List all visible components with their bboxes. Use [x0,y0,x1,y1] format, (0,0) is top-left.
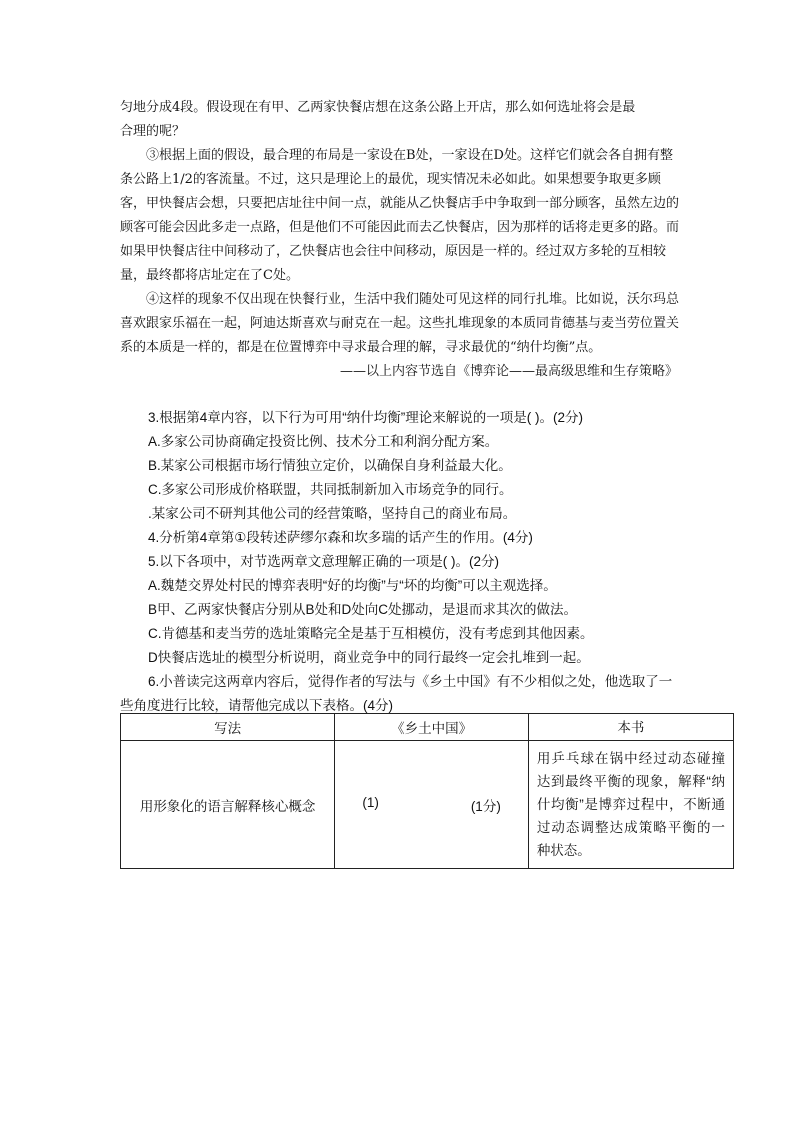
question-5-option-d: D快餐店选址的模型分析说明，商业竞争中的同行最终一定会扎堆到一起。 [148,650,590,665]
question-6: 6.小普读完这两章内容后，觉得作者的写法与《乡土中国》有不少相似之处，他选取了一些角度进行比较，请帮他完成以下表格。(4分) [120,674,673,713]
table-header-row [121,714,734,741]
question-3-option-d: .某家公司不研判其他公司的经营策略，坚持自己的商业布局。 [148,506,517,521]
blank-score: (1分) [470,798,501,814]
table-header-cell: 写法 [121,714,335,741]
question-3-option-a: A.多家公司协商确定投资比例、技术分工和利润分配方案。 [148,434,499,449]
comparison-table [120,713,734,869]
passage-line-2: 合理的呢？ [120,124,186,139]
question-5-option-c: C.肯德基和麦当劳的选址策略完全是基于互相模仿，没有考虑到其他因素。 [148,626,594,641]
table-cell-answer-blank[interactable] [335,741,528,869]
blank-number: (1) [362,794,379,810]
table-cell-book: 用乒乓球在锅中经过动态碰撞达到最终平衡的现象，解释“纳什均衡”是博弈过程中，不断通过动态调整达成策略平衡的一种状态。 [528,741,733,869]
question-5-option-b: B甲、乙两家快餐店分别从B处和D处向C处挪动，是退而求其次的做法。 [148,602,578,617]
table-row [121,741,734,869]
table-header-cell: 本书 [528,714,733,741]
table-header-cell: 《乡土中国》 [335,714,528,741]
question-3-option-c: C.多家公司形成价格联盟，共同抵制新加入市场竞争的同行。 [148,482,513,497]
passage-source: ——以上内容节选自《博弈论——最高级思维和生存策略》 [339,364,678,379]
passage-excerpt [120,96,680,384]
question-5-option-a: A.魏楚交界处村民的博弈表明“好的均衡”与“坏的均衡”可以主观选择。 [148,578,557,593]
passage-paragraph-3: ③根据上面的假设，最合理的布局是一家设在B处，一家设在D处。这样它们就会各自拥有整条公路上1/2的客流量。不过，这只是理论上的最优，现实情况未必如此。如果想要争取更多顾客，甲快餐店会想，只要把店址往中间一点，就能从乙快餐店手中争取到一部分顾客，虽然左边的顾客可能会因此多走一点路，但是他们不可能因此而去乙快餐店，因为那样的话将走更多的路。而如果甲快餐店往中间移动了，乙快餐店也会往中间移动，原因是一样的。经过双方多轮的互相较量，最终都将店址定在了C处。 [120,148,680,283]
passage-line-1: 匀地分成4段。假设现在有甲、乙两家快餐店想在这条公路上开店，那么如何选址将会是最 [120,100,636,115]
question-4: 4.分析第4章第①段转述萨缪尔森和坎多瑞的话产生的作用。(4分) [148,530,533,545]
question-3-option-b: B.某家公司根据市场行情独立定价，以确保自身利益最大化。 [148,458,512,473]
question-3: 3.根据第4章内容，以下行为可用“纳什均衡”理论来解说的一项是( )。(2分) [148,410,583,425]
question-5: 5.以下各项中，对节选两章文意理解正确的一项是( )。(2分) [148,554,499,569]
passage-paragraph-4: ④这样的现象不仅出现在快餐行业，生活中我们随处可见这样的同行扎堆。比如说，沃尔玛总喜欢跟家乐福在一起，阿迪达斯喜欢与耐克在一起。这些扎堆现象的本质同肯德基与麦当劳位置关系的本质是一样的，都是在位置博弈中寻求最合理的解，寻求最优的“纳什均衡”点。 [120,292,680,355]
table-cell-method: 用形象化的语言解释核心概念 [121,741,335,869]
